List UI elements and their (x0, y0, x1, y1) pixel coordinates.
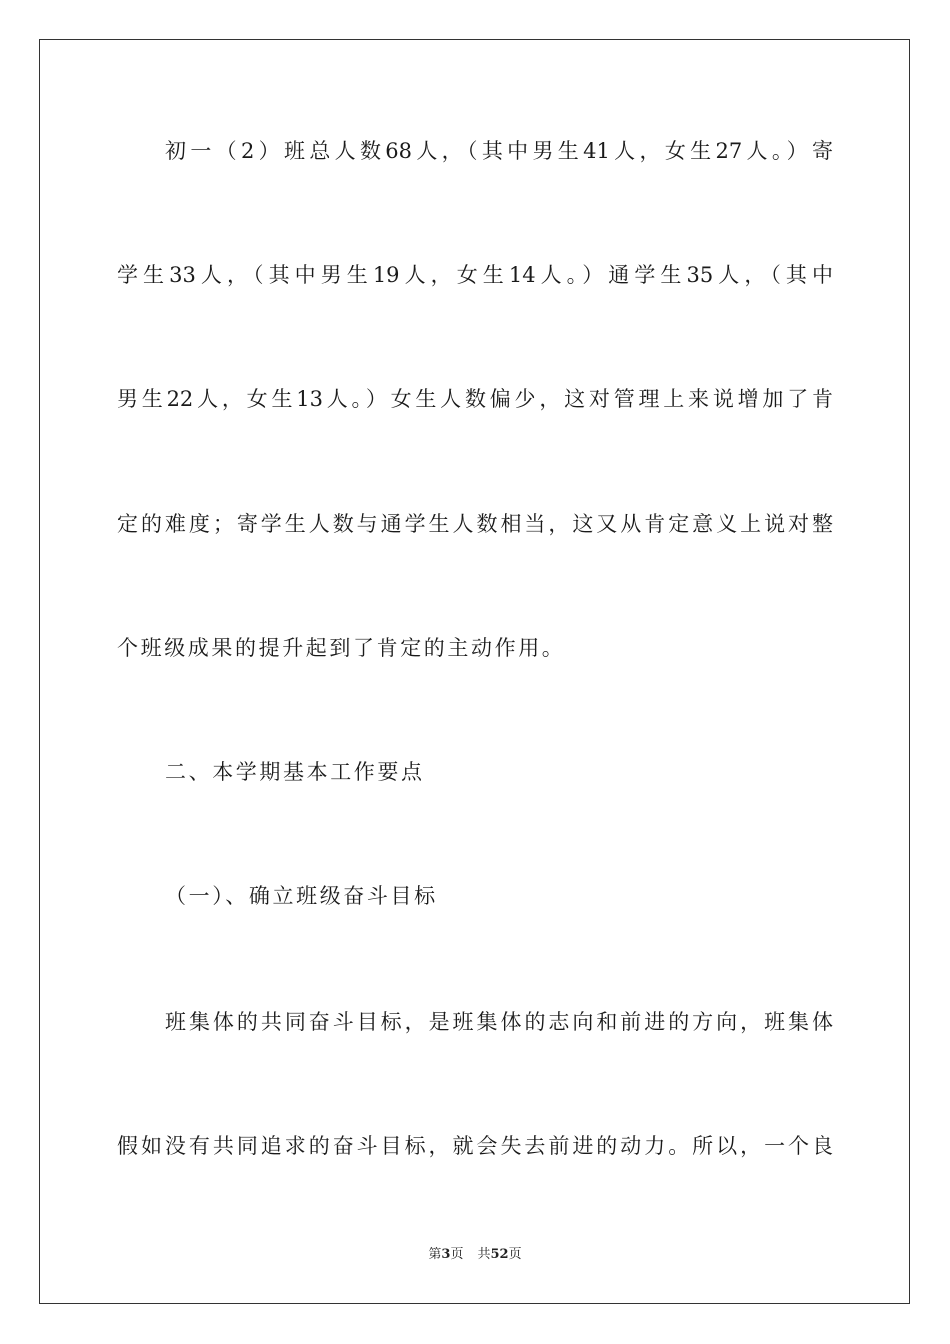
footer-page-total: 52 (490, 1247, 509, 1262)
section-heading-2: 二、本学期基本工作要点 (165, 760, 425, 784)
footer-page-current: 3 (441, 1247, 451, 1262)
paragraph-1-line-1: 初一（2）班总人数68人，（其中男生41人，女生27人。）寄 (165, 139, 833, 163)
paragraph-1-line-3: 男生22人，女生13人。）女生人数偏少，这对管理上来说增加了肯 (117, 387, 833, 411)
page-border (39, 39, 910, 1304)
footer-total-prefix: 共 (477, 1247, 491, 1262)
paragraph-1-line-2: 学生33人，（其中男生19人，女生14人。）通学生35人，（其中 (117, 263, 833, 287)
footer-total-suffix: 页 (508, 1247, 522, 1262)
paragraph-2-line-2: 假如没有共同追求的奋斗目标，就会失去前进的动力。所以，一个良 (117, 1134, 833, 1158)
footer-page-suffix: 页 (450, 1247, 464, 1262)
page-footer (0, 1247, 950, 1263)
paragraph-2-line-1: 班集体的共同奋斗目标，是班集体的志向和前进的方向，班集体 (165, 1010, 833, 1034)
footer-page-prefix: 第 (428, 1247, 442, 1262)
paragraph-1-line-5: 个班级成果的提升起到了肯定的主动作用。 (117, 636, 566, 660)
paragraph-1-line-4: 定的难度；寄学生人数与通学生人数相当，这又从肯定意义上说对整 (117, 512, 833, 536)
subsection-heading-1: （一）、确立班级奋斗目标 (165, 884, 438, 908)
